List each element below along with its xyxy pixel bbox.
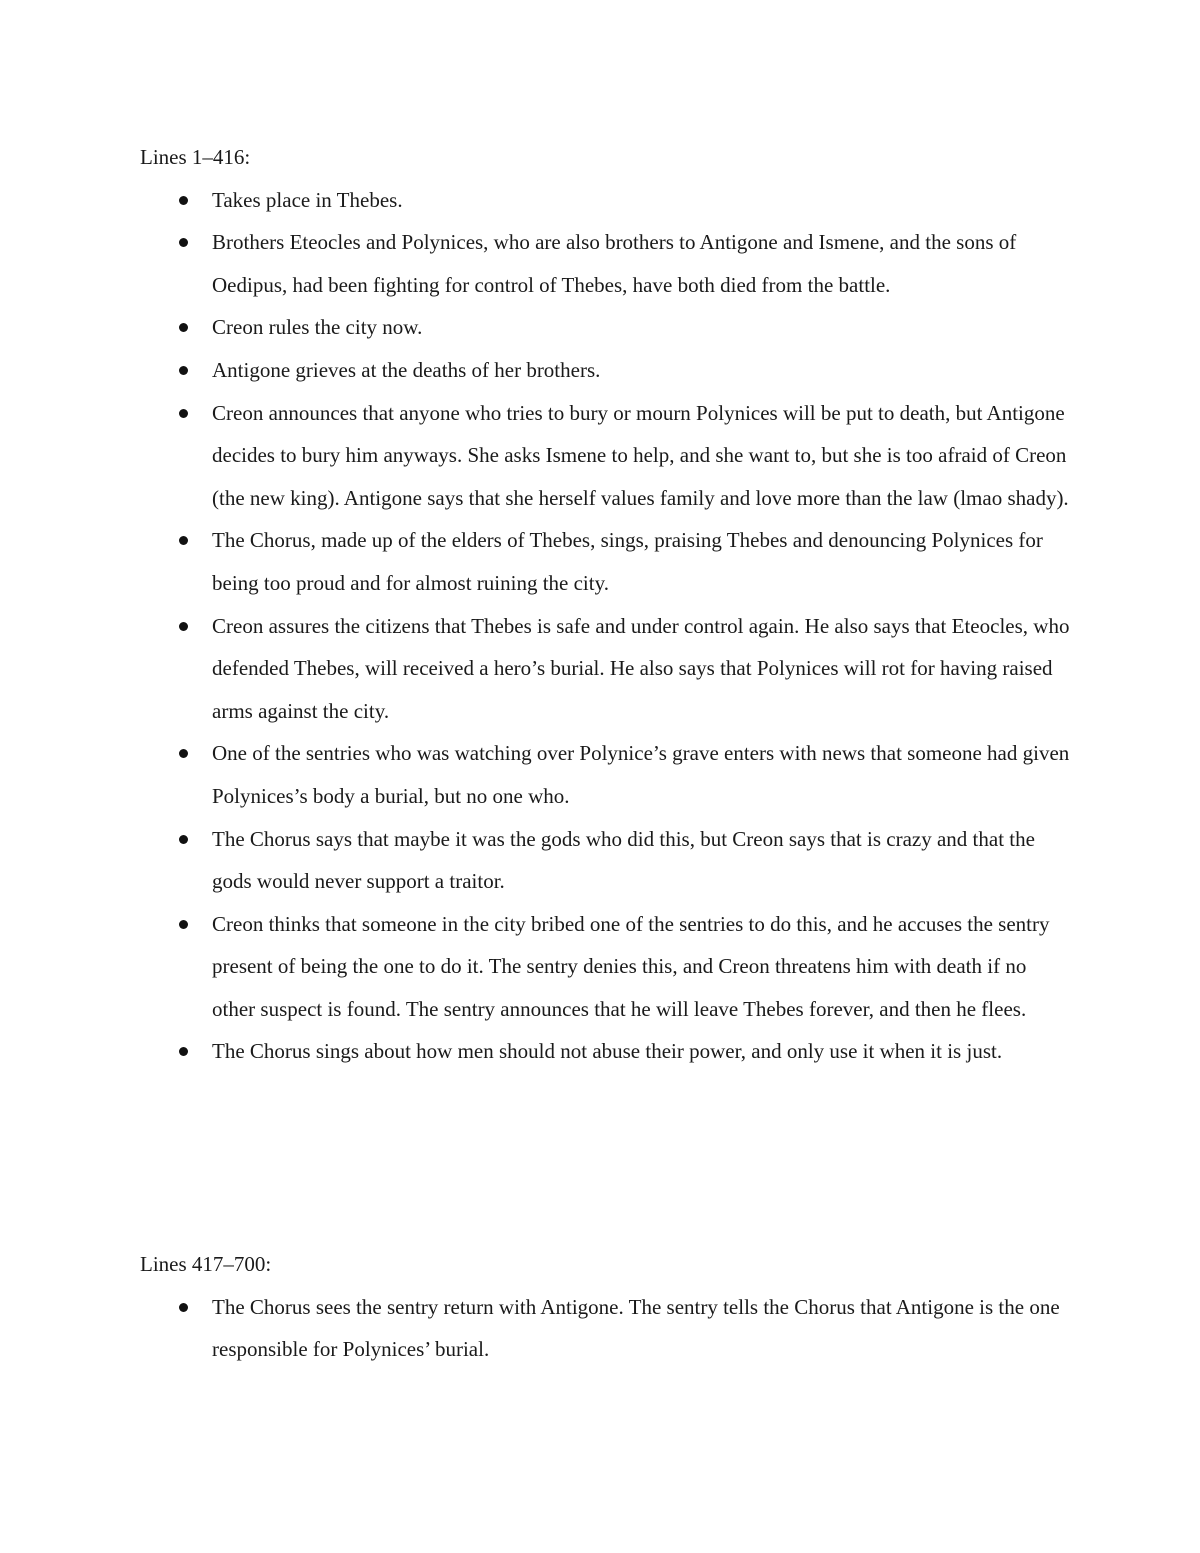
list-item — [212, 732, 1070, 817]
list-item-text: The Chorus says that maybe it was the gods who did this, but Creon says that is crazy and that the gods would never support a traitor. — [212, 826, 1035, 894]
summary-section-lines-417-700 — [140, 1243, 1070, 1371]
list-item — [212, 306, 1070, 349]
bullet-icon — [179, 920, 188, 929]
list-item — [212, 903, 1070, 1031]
list-item-text: The Chorus sees the sentry return with Antigone. The sentry tells the Chorus that Antigone is the one responsible for Polynices’ burial. — [212, 1294, 1060, 1362]
list-item — [212, 605, 1070, 733]
list-item-text: Brothers Eteocles and Polynices, who are also brothers to Antigone and Ismene, and the sons of Oedipus, had been fighting for control of Thebes, have both died from the battle. — [212, 230, 1017, 297]
bullet-icon — [179, 196, 188, 205]
list-item-text: The Chorus sings about how men should not abuse their power, and only use it when it is just. — [212, 1039, 1003, 1064]
list-item — [212, 349, 1070, 392]
bullet-icon — [179, 749, 188, 758]
list-item-text: Creon rules the city now. — [212, 315, 423, 340]
list-item — [212, 1030, 1070, 1073]
bullet-icon — [179, 323, 188, 332]
bullet-list — [140, 179, 1070, 1073]
list-item-text: Creon assures the citizens that Thebes is safe and under control again. He also says that Eteocles, who defended Thebes, will received a hero’s burial. He also says that Polynices will rot for having raised arms against the city. — [212, 613, 1070, 723]
section-heading: Lines 1–416: — [140, 145, 251, 169]
list-item-text: The Chorus, made up of the elders of Thebes, sings, praising Thebes and denouncing Polynices for being too proud and for almost ruining the city. — [212, 528, 1043, 595]
section-heading: Lines 417–700: — [140, 1252, 272, 1276]
list-item — [212, 179, 1070, 222]
list-item-text: Takes place in Thebes. — [212, 187, 403, 212]
list-item — [212, 392, 1070, 520]
bullet-icon — [179, 366, 188, 375]
list-item — [212, 221, 1070, 306]
list-item — [212, 519, 1070, 604]
bullet-icon — [179, 1303, 188, 1312]
bullet-icon — [179, 409, 188, 418]
summary-section-lines-1-416 — [140, 136, 1070, 1073]
bullet-list — [140, 1286, 1070, 1371]
list-item — [212, 1286, 1070, 1371]
bullet-icon — [179, 835, 188, 844]
list-item-text: Creon thinks that someone in the city bribed one of the sentries to do this, and he accuses the sentry present of being the one to do it. The sentry denies this, and Creon threatens him with death if no other suspect is found. The sentry announces that he will leave Thebes forever, and then he flees. — [212, 911, 1050, 1021]
list-item-text: Creon announces that anyone who tries to bury or mourn Polynices will be put to death, but Antigone decides to bury him anyways. She asks Ismene to help, and she want to, but she is too afraid of Creon (the new king). Antigone says that she herself values family and love more than the law (lmao shady). — [212, 400, 1069, 510]
bullet-icon — [179, 1047, 188, 1056]
bullet-icon — [179, 536, 188, 545]
list-item — [212, 818, 1070, 903]
list-item-text: Antigone grieves at the deaths of her brothers. — [212, 357, 601, 382]
bullet-icon — [179, 238, 188, 247]
list-item-text: One of the sentries who was watching over Polynice’s grave enters with news that someone had given Polynices’s body a burial, but no one who. — [212, 741, 1070, 808]
bullet-icon — [179, 622, 188, 631]
